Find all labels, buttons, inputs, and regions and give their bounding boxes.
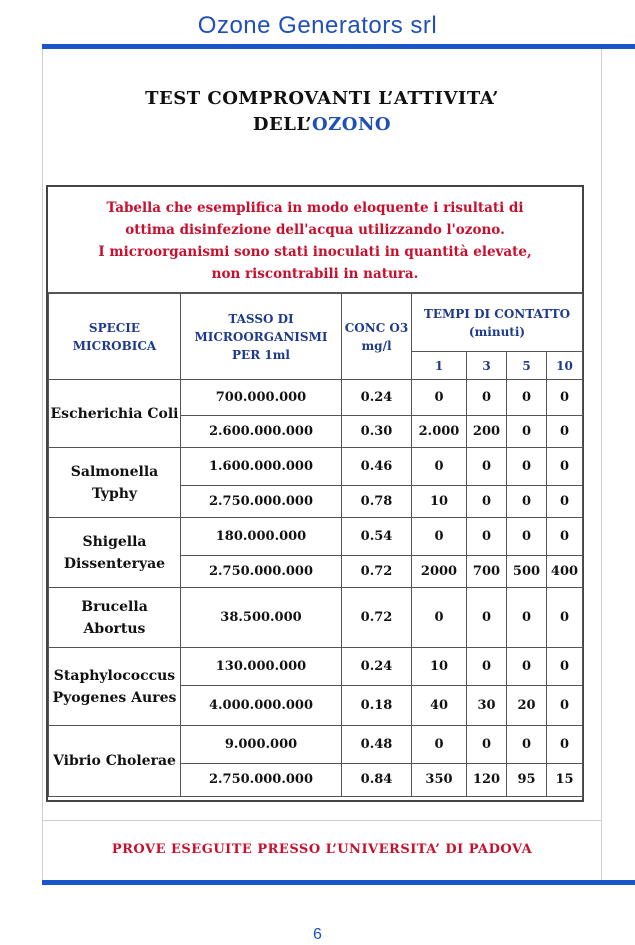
- t3-cell: 30: [467, 686, 507, 726]
- rate-cell: 38.500.000: [181, 588, 342, 648]
- species-cell: Vibrio Cholerae: [49, 726, 181, 797]
- header-rate: TASSO DI MICROORGANISMI PER 1ml: [181, 294, 342, 380]
- footer-divider: [42, 820, 602, 821]
- rate-cell: 2.750.000.000: [181, 556, 342, 588]
- t3-cell: 0: [467, 588, 507, 648]
- t1-cell: 10: [412, 648, 467, 686]
- t3-cell: 700: [467, 556, 507, 588]
- conc-cell: 0.24: [342, 648, 412, 686]
- t3-cell: 0: [467, 726, 507, 764]
- t5-cell: 0: [507, 518, 547, 556]
- header-t1: 1: [412, 352, 467, 380]
- rate-cell: 1.600.000.000: [181, 448, 342, 486]
- t5-cell: 0: [507, 648, 547, 686]
- title-line-2: [42, 112, 602, 138]
- intro-line-2: ottima disinfezione dell'acqua utilizzando l'ozono.: [125, 222, 505, 238]
- t3-cell: 200: [467, 416, 507, 448]
- title-line-1: TEST COMPROVANTI L’ATTIVITA’: [145, 88, 499, 109]
- t10-cell: 0: [547, 518, 583, 556]
- rate-cell: 180.000.000: [181, 518, 342, 556]
- title-prefix: DELL’: [252, 114, 312, 135]
- rate-cell: 130.000.000: [181, 648, 342, 686]
- header-times: TEMPI DI CONTATTO (minuti): [412, 294, 583, 352]
- intro-line-1: Tabella che esemplifica in modo eloquente i risultati di: [106, 200, 524, 216]
- conc-cell: 0.24: [342, 380, 412, 416]
- t1-cell: 0: [412, 726, 467, 764]
- t1-cell: 350: [412, 764, 467, 797]
- conc-cell: 0.18: [342, 686, 412, 726]
- rate-cell: 2.750.000.000: [181, 764, 342, 797]
- t3-cell: 0: [467, 380, 507, 416]
- t10-cell: 0: [547, 588, 583, 648]
- species-cell: Brucella Abortus: [49, 588, 181, 648]
- t5-cell: 500: [507, 556, 547, 588]
- t1-cell: 0: [412, 380, 467, 416]
- company-name: Ozone Generators srl: [197, 12, 438, 39]
- results-table: [48, 293, 583, 797]
- t10-cell: 0: [547, 648, 583, 686]
- table-row: [49, 380, 583, 416]
- t5-cell: 20: [507, 686, 547, 726]
- table-intro: [48, 187, 582, 293]
- table-row: [49, 726, 583, 764]
- conc-cell: 0.46: [342, 448, 412, 486]
- rate-cell: 2.600.000.000: [181, 416, 342, 448]
- top-rule: [42, 44, 635, 49]
- conc-cell: 0.48: [342, 726, 412, 764]
- t3-cell: 0: [467, 448, 507, 486]
- rate-cell: 4.000.000.000: [181, 686, 342, 726]
- t10-cell: 0: [547, 726, 583, 764]
- species-cell: Escherichia Coli: [49, 380, 181, 448]
- conc-cell: 0.54: [342, 518, 412, 556]
- t10-cell: 0: [547, 416, 583, 448]
- table-row: [49, 448, 583, 486]
- footer-note: PROVE ESEGUITE PRESSO L’UNIVERSITA’ DI PADOVA: [111, 842, 533, 857]
- page-title: [42, 86, 602, 138]
- t5-cell: 0: [507, 416, 547, 448]
- rate-cell: 9.000.000: [181, 726, 342, 764]
- conc-cell: 0.84: [342, 764, 412, 797]
- table-row: [49, 648, 583, 686]
- header-row: [49, 294, 583, 352]
- species-cell: Staphylococcus Pyogenes Aures: [49, 648, 181, 726]
- conc-cell: 0.78: [342, 486, 412, 518]
- conc-cell: 0.72: [342, 588, 412, 648]
- t1-cell: 2000: [412, 556, 467, 588]
- t1-cell: 0: [412, 518, 467, 556]
- bottom-rule: [42, 880, 635, 885]
- t1-cell: 2.000: [412, 416, 467, 448]
- t10-cell: 0: [547, 448, 583, 486]
- t5-cell: 0: [507, 486, 547, 518]
- header-t10: 10: [547, 352, 583, 380]
- t3-cell: 0: [467, 648, 507, 686]
- t3-cell: 0: [467, 518, 507, 556]
- conc-cell: 0.72: [342, 556, 412, 588]
- intro-line-3: I microorganismi sono stati inoculati in quantità elevate,: [98, 244, 532, 260]
- header-species: SPECIE MICROBICA: [49, 294, 181, 380]
- header-t5: 5: [507, 352, 547, 380]
- t5-cell: 0: [507, 588, 547, 648]
- t3-cell: 120: [467, 764, 507, 797]
- t3-cell: 0: [467, 486, 507, 518]
- t1-cell: 0: [412, 588, 467, 648]
- t1-cell: 40: [412, 686, 467, 726]
- t1-cell: 0: [412, 448, 467, 486]
- t5-cell: 0: [507, 448, 547, 486]
- t1-cell: 10: [412, 486, 467, 518]
- t10-cell: 15: [547, 764, 583, 797]
- results-table-box: [46, 185, 584, 802]
- header-conc: CONC O3 mg/l: [342, 294, 412, 380]
- t10-cell: 400: [547, 556, 583, 588]
- title-ozono: OZONO: [311, 114, 392, 135]
- left-border-line: [42, 49, 43, 881]
- t5-cell: 0: [507, 380, 547, 416]
- species-cell: Salmonella Typhy: [49, 448, 181, 518]
- right-border-line: [601, 49, 602, 881]
- table-row: [49, 588, 583, 648]
- t10-cell: 0: [547, 486, 583, 518]
- table-row: [49, 518, 583, 556]
- rate-cell: 2.750.000.000: [181, 486, 342, 518]
- t5-cell: 0: [507, 726, 547, 764]
- t10-cell: 0: [547, 686, 583, 726]
- t10-cell: 0: [547, 380, 583, 416]
- t5-cell: 95: [507, 764, 547, 797]
- intro-line-4: non riscontrabili in natura.: [211, 266, 419, 282]
- header-t3: 3: [467, 352, 507, 380]
- species-cell: Shigella Dissenteryae: [49, 518, 181, 588]
- conc-cell: 0.30: [342, 416, 412, 448]
- rate-cell: 700.000.000: [181, 380, 342, 416]
- page-number: 6: [313, 926, 322, 943]
